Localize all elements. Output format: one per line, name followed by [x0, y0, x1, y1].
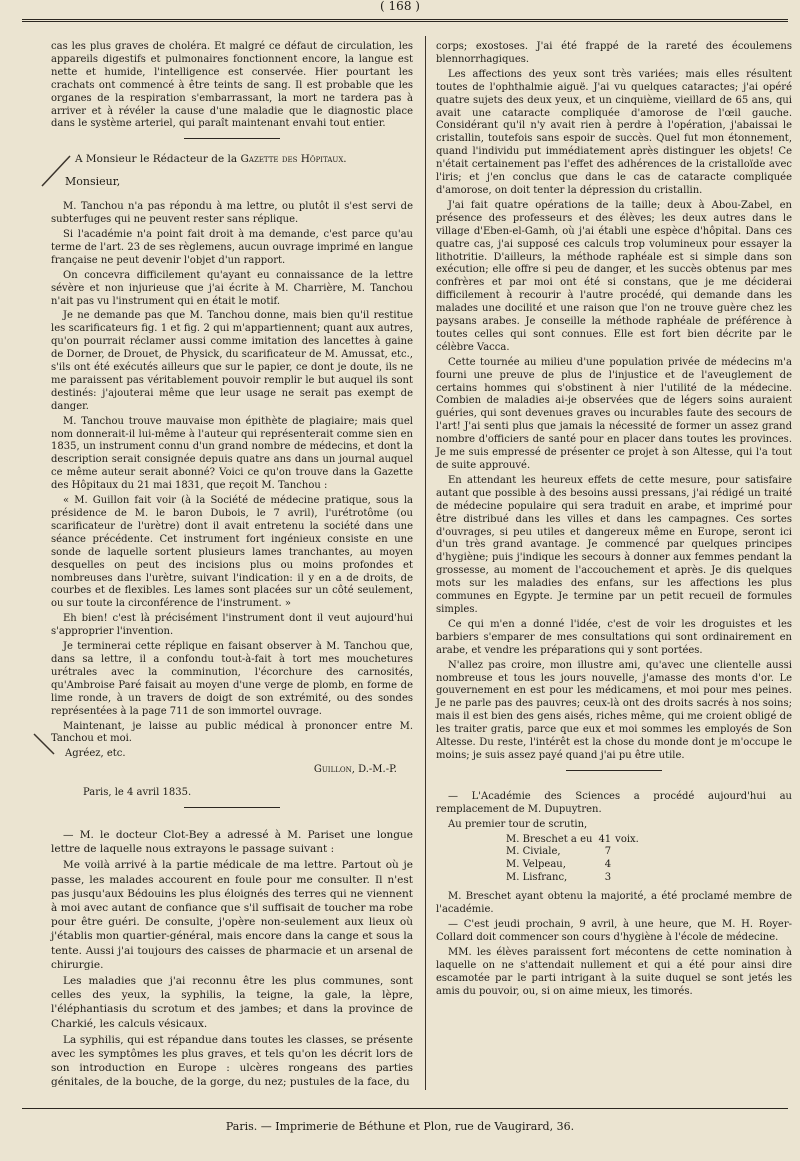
clot-paragraph: Cette tournée au milieu d'une population privée de médecins m'a fourni une preuve de plus de l'injustice et de l'aveuglement de certains hommes qui s'obstinent à nier l'utilité de la médecine. Combien de maladies ai-je observées que de légers soins auraient guéries, qui sont devenues graves ou incurables faute des secours de l'art! J'ai senti plus que jamais la nécessité de former un assez grand nombre d'officiers de santé pour en placer dans toutes les provinces. Je me suis empressé de présenter ce projet à son Altesse, qui l'a tout de suite approuvé. — [436, 356, 792, 471]
letter-paragraph: Maintenant, je laisse au public médical à prononcer entre M. Tanchou et moi. — [51, 720, 413, 745]
clot-continuation: corps; exostoses. J'ai été frappé de la rareté des écoulemens blennorrhagiques. — [436, 41, 792, 65]
clot-paragraph: J'ai fait quatre opérations de la taille; deux à Abou-Zabel, en présence des professeurs et des élèves; les deux autres dans le village d'Eben-el-Gamh, où j'ai établi une espèce d'hôpital. Dans ces quatre cas, j'ai supposé ces calculs trop volumineux pour essayer la lithotritie. D'ailleurs, la méthode raphéale est si simple dans son exécution; elle offre si peu de danger, et les succès obtenus par mes confrères et par moi ont été si constans, que je me déciderai difficilement à recourir à l'autre procédé, qui demande dans les malades une docilité et une raison que l'on ne trouve guère chez les paysans arabes. Je conseille la méthode raphéale de préférence à toutes celles qui sont connues. Elle est fort bien décrite par le célèbre Vacca. — [436, 199, 792, 353]
clot-intro: — M. le docteur Clot-Bey a adressé à M. Pariset une longue lettre de laquelle nous extrayons le passage suivant : — [51, 829, 413, 856]
vote-unit — [615, 872, 645, 885]
header-rule — [22, 19, 788, 22]
candidate-name: M. Velpeau, — [506, 859, 566, 871]
journal-name: Gazette des Hôpitaux. — [240, 153, 347, 166]
letter-heading — [51, 153, 413, 166]
section-divider — [184, 807, 280, 808]
vote-count: 7 — [604, 846, 612, 858]
footer-rule — [22, 1108, 788, 1109]
signature: Guillon, D.-M.-P. — [313, 764, 397, 776]
letter-paragraph: Je ne demande pas que M. Tanchou donne, mais bien qu'il restitue les scarificateurs fig. 1 et fig. 2 qui m'appartiennent; quant aux autres, qu'on pourrait réclamer aussi comme imitation des lancettes à gaine de Dorner, de Drouet, de Physick, du scarificateur de M. Amussat, etc., s'ils ont été exécutés ailleurs que sur le papier, ce dont je doute, ils ne me paraissent pas véritablement pouvoir remplir le but auquel ils sont destinés: j'ajouterai même que leur usage ne serait pas exempt de danger. — [51, 310, 413, 412]
salutation: Monsieur, — [65, 175, 121, 189]
candidate-name: M. Breschet a eu — [506, 833, 593, 845]
candidate-name: M. Lisfranc, — [506, 872, 568, 884]
clot-paragraph: Les affections des yeux sont très variées; mais elles résultent toutes de l'ophthalmie aiguë. J'ai vu quelques cataractes; j'ai opéré quatre sujets des deux yeux, et un cinquième, vieillard de 65 ans, qui avait une cataracte compliquée d'amorose de l'œil gauche. Considérant qu'il n'y avait rien à perdre à l'opération, j'abaissai le cristallin, toutefois sans espoir de succès. Quel fut mon étonnement, quand l'individu put immédiatement après distinguer les objets! Ce n'était certainement pas l'effet des adhérences de la cristalloïde avec l'iris; et j'en conclus que dans le cas de cataracte compliquée d'amorose, on doit tenter la dépression du cristallin. — [436, 68, 792, 196]
letter-quote: « M. Guillon fait voir (à la Société de médecine pratique, sous la présidence de M. le baron Dubois, le 7 avril), l'urétrotôme (ou scarificateur de l'urètre) dont il avait entretenu la société dans une séance précédente. Cet instrument fort ingénieux consiste en une sonde de laquelle sortent plusieurs lames tranchantes, au moyen desquelles on peut des incisions plus ou moins profondes et nombreuses dans l'urètre, suivant l'indication: il y en a de droits, de courbes et de flexibles. Les lames sont placées sur un côté seulement, ou sur toute la circonférence de l'instrument. » — [51, 495, 413, 610]
intro-paragraph: cas les plus graves de choléra. Et malgré ce défaut de circulation, les appareils digestifs et pulmonaires fonctionnent encore, la langue est nette et humide, l'intelligence est conservée. Hier pourtant les crachats ont commencé à être teints de sang. Il est probable que les organes de la respiration s'embarrassant, la mort ne tardera pas à arriver et à révéler la cause d'une maladie que le diagnostic place dans le système arteriel, qui paraît maintenant envahi tout entier. — [51, 41, 413, 130]
vote-row — [506, 834, 645, 847]
date-line: Paris, le 4 avril 1835. — [83, 787, 192, 799]
column-separator — [425, 36, 426, 1090]
letter-paragraph: M. Tanchou n'a pas répondu à ma lettre, ou plutôt il s'est servi de subterfuges qui ne peuvent rester sans réplique. — [51, 201, 413, 226]
closing: Agréez, etc. — [65, 748, 126, 760]
clot-paragraph: N'allez pas croire, mon illustre ami, qu'avec une clientelle aussi nombreuse et tous les jours nouvelle, j'amasse des monts d'or. Le gouvernement en est pour les médicamens, et moi pour mes peines. Je ne parle pas des pauvres; ceux-là ont des droits sacrés à nos soins; mais il est bien des gens aisés, riches même, qui me croient obligé de les traiter gratis, parce que eux et moi sommes les employés de Son Altesse. Du reste, l'intérêt est la chose du monde dont je m'occupe le moins; je suis assez payé quand j'ai pu être utile. — [436, 659, 792, 761]
pen-mark-icon — [30, 730, 60, 760]
vote-count: 3 — [604, 872, 612, 884]
election-result: M. Breschet ayant obtenu la majorité, a été proclamé membre de l'académie. — [436, 891, 792, 916]
first-round: Au premier tour de scrutin, — [448, 818, 588, 830]
page-number: ( 168 ) — [380, 0, 420, 13]
letter-paragraph: On concevra difficilement qu'ayant eu connaissance de la lettre sévère et non injurieuse que j'ai écrite à M. Charrière, M. Tanchou n'ait pas vu l'instrument qui en était le motif. — [51, 269, 413, 307]
academy-news — [436, 791, 792, 999]
left-column — [51, 41, 413, 1092]
vote-count: 4 — [604, 859, 612, 871]
vote-row — [506, 846, 645, 859]
section-divider — [184, 138, 280, 139]
clot-paragraph: Ce qui m'en a donné l'idée, c'est de voir les droguistes et les barbiers s'emparer de mes consultations qui sont ordinairement en arabe, et vendre les préparations qui y sont portées. — [436, 618, 792, 656]
clot-paragraph: Les maladies que j'ai reconnu être les plus communes, sont celles des yeux, la syphilis, la teigne, la gale, la lèpre, l'éléphantiasis du scrotum et des jambes; et dans la province de Charkié, les calculs vésicaux. — [51, 975, 413, 1030]
clot-bey-letter — [51, 828, 413, 1090]
section-divider — [566, 770, 662, 771]
letter-paragraph: M. Tanchou trouve mauvaise mon épithète de plagiaire; mais quel nom donnerait-il lui-même à l'auteur qui représenterait comme sien en 1835, un instrument connu d'un grand nombre de médecins, et dont la description serait consignée depuis quatre ans dans un journal auquel ce même auteur serait abonné? Voici ce qu'on trouve dans la Gazette des Hôpitaux du 21 mai 1831, que reçoit M. Tanchou : — [51, 415, 413, 492]
letter-heading-prefix: A Monsieur le Rédacteur de la — [75, 153, 241, 166]
candidate-name: M. Civiale, — [506, 846, 561, 858]
signature-row — [51, 764, 413, 777]
vote-unit — [615, 859, 645, 872]
vote-table — [506, 834, 645, 886]
clot-paragraph: Me voilà arrivé à la partie médicale de ma lettre. Partout où je passe, les malades accourent en foule pour me consulter. Il n'est pas jusqu'aux Bédouins les plus éloignés des terres qui ne viennent à moi avec autant de confiance que s'il suffisait de toucher ma robe pour être guéri. De consulte, j'opère non-seulement aux lieux où j'établis mon quartier-général, mais encore dans la cange et sous la tente. Aussi j'ai toujours des caisses de pharmacie et un arsenal de chirurgie. — [51, 859, 413, 971]
students-news: MM. les élèves paraissent fort mécontens de cette nomination à laquelle on ne s'attendait nullement et qui a été pour ainsi dire escamotée par le parti intrigant à la suite duquel se sont jetés les amis du pouvoir, ou, si on aime mieux, les timorés. — [436, 946, 792, 997]
clot-paragraph: En attendant les heureux effets de cette mesure, pour satisfaire autant que possible à des besoins aussi pressans, j'ai rédigé un traité de médecine populaire qui sera traduit en arabe, et imprimé pour être distribué dans les villes et dans les campagnes. Ces sortes d'ouvrages, si peu utiles et dangereux même en Europe, seront ici d'un très grand avantage. Je commencé par quelques principes d'hygiène; puis j'indique les secours à donner aux femmes pendant la grossesse, au moment de l'accouchement et après. Je dis quelques mots sur les maladies des enfans, sur les affections les plus communes en Egypte. Je termine par un petit recueil de formules simples. — [436, 474, 792, 615]
pen-mark-icon — [40, 150, 80, 190]
academy-intro: — L'Académie des Sciences a procédé aujourd'hui au remplacement de M. Dupuytren. — [436, 790, 792, 815]
letter-paragraph: Si l'académie n'a point fait droit à ma demande, c'est parce qu'au terme de l'art. 23 de ses règlemens, aucun ouvrage imprimé en langue française ne peut devenir l'objet d'un rapport. — [51, 228, 413, 266]
letter-paragraph: Eh bien! c'est là précisément l'instrument dont il veut aujourd'hui s'approprier l'invention. — [51, 613, 413, 638]
vote-unit: voix. — [615, 833, 639, 845]
vote-row — [506, 872, 645, 885]
vote-unit — [615, 846, 645, 859]
vote-count: 41 — [598, 833, 612, 845]
clot-paragraph: La syphilis, qui est répandue dans toutes les classes, se présente avec les symptômes les plus graves, et tels qu'on les décrit lors de son introduction en Europe : ulcères rongeans des parties génitales, de la bouche, de la gorge, du nez; pustules de la face, du — [51, 1033, 413, 1089]
letter-paragraph: Je terminerai cette réplique en faisant observer à M. Tanchou que, dans sa lettre, il a confondu tout-à-fait à tort mes mouchetures urétrales avec la comminution, l'écorchure des carnosités, qu'Ambroise Paré faisait au moyen d'une verge de plomb, en forme de lime ronde, à un travers de doigt de son extrémité, ou des sondes représentées à la page 711 de son immortel ouvrage. — [51, 641, 413, 717]
royer-collard-news: — C'est jeudi prochain, 9 avril, à une heure, que M. H. Royer-Collard doit commencer son cours d'hygiène à l'école de médecine. — [436, 919, 792, 943]
vote-row — [506, 859, 645, 872]
right-column — [436, 41, 792, 1000]
printer-imprint: Paris. — Imprimerie de Béthune et Plon, rue de Vaugirard, 36. — [225, 1120, 575, 1133]
